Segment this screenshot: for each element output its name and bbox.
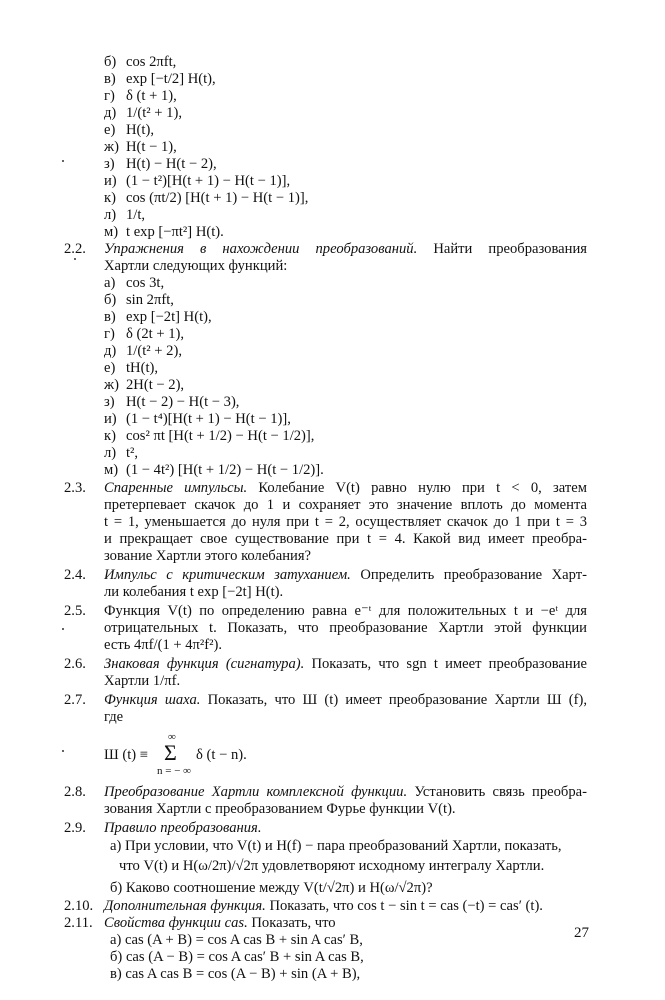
scan-speck: [62, 628, 64, 630]
exercise-title: Импульс с критическим затуханием.: [104, 567, 351, 583]
exercise-text: есть 4πf/(1 + 4π²f²).: [104, 637, 223, 653]
exercise-number: 2.8.: [64, 784, 86, 800]
list-item: ж) 2H(t − 2),: [104, 377, 185, 393]
exercise-text: Упражнения в нахождении преобразований. Найти преобразования: [104, 241, 587, 257]
list-item: б) sin 2πft,: [104, 292, 174, 308]
equation-rhs: δ (t − n).: [196, 747, 247, 763]
list-item: д) 1/(t² + 2),: [104, 343, 182, 359]
list-item: в) cas A cas B = cos (A − B) + sin (A + B),: [110, 966, 361, 982]
exercise-title: Дополнительная функция.: [104, 898, 266, 914]
exercise-title: Спаренные импульсы.: [104, 480, 248, 496]
exercise-text: претерпевает скачок до 1 и сохраняет это значение вплоть до момента: [104, 497, 587, 513]
exercise-number: 2.2.: [64, 241, 86, 257]
list-item: и) (1 − t²)[H(t + 1) − H(t − 1)],: [104, 173, 291, 189]
exercise-text: Дополнительная функция. Показать, что cos t − sin t = cas (−t) = cas′ (t).: [104, 898, 543, 914]
list-item: а) cas (A + B) = cos A cas B + sin A cas′ B,: [110, 932, 363, 948]
exercise-text: зования Хартли с преобразованием Фурье функции V(t).: [104, 801, 456, 817]
exercise-text: Функция шаха. Показать, что Ш (t) имеет преобразование Хартли Ш (f),: [104, 692, 587, 708]
exercise-text: б) Каково соотношение между V(t/√2π) и H(ω/√2π)?: [110, 880, 433, 896]
exercise-title: Упражнения в нахождении преобразований.: [104, 241, 418, 257]
list-item: и) (1 − t⁴)[H(t + 1) − H(t − 1)],: [104, 411, 291, 427]
exercise-number: 2.6.: [64, 656, 86, 672]
equation-lhs: Ш (t) ≡: [104, 747, 149, 763]
list-item: з) H(t) − H(t − 2),: [104, 156, 217, 172]
exercise-number: 2.3.: [64, 480, 86, 496]
exercise-number: 2.4.: [64, 567, 86, 583]
list-item: в) exp [−t/2] H(t),: [104, 71, 216, 87]
exercise-title: Знаковая функция (сигнатура).: [104, 656, 305, 672]
exercise-text: Хартли следующих функций:: [104, 258, 288, 274]
exercise-title: Функция шаха.: [104, 692, 201, 708]
exercise-text: Свойства функции cas. Показать, что: [104, 915, 336, 931]
list-item: б) cas (A − B) = cos A cas′ B + sin A cas B,: [110, 949, 364, 965]
exercise-text: отрицательных t. Показать, что преобразование Хартли этой функции: [104, 620, 587, 636]
exercise-text: и прекращает свое существование при t = 4. Какой вид имеет преобра-: [104, 531, 587, 547]
exercise-text: где: [104, 709, 124, 725]
exercise-text: Функция V(t) по определению равна e⁻ᵗ для положительных t и −eᵗ для: [104, 603, 587, 619]
list-item: г) δ (t + 1),: [104, 88, 177, 104]
scan-speck: [62, 750, 64, 752]
sum-upper-limit: ∞: [168, 731, 176, 743]
exercise-text: t = 1, уменьшается до нуля при t = 2, осуществляет скачок до 1 при t = 3: [104, 514, 587, 530]
exercise-text: Импульс с критическим затуханием. Определить преобразование Харт-: [104, 567, 587, 583]
exercise-title: Правило преобразования.: [104, 820, 262, 836]
page-number: 27: [574, 925, 589, 941]
list-item: м) t exp [−πt²] H(t).: [104, 224, 224, 240]
list-item: е) H(t),: [104, 122, 154, 138]
list-item: к) cos (πt/2) [H(t + 1) − H(t − 1)],: [104, 190, 309, 206]
exercise-text: [104, 820, 261, 837]
list-item: ж) H(t − 1),: [104, 139, 177, 155]
exercise-number: 2.11.: [64, 915, 93, 931]
scan-speck: [62, 160, 64, 162]
exercise-number: 2.7.: [64, 692, 86, 708]
exercise-text: что V(t) и H(ω/2π)/√2π удовлетворяют исходному интегралу Хартли.: [119, 858, 545, 874]
sum-symbol: Σ: [164, 740, 177, 765]
scan-speck: [74, 258, 76, 260]
list-item: з) H(t − 2) − H(t − 3),: [104, 394, 240, 410]
list-item: е) tH(t),: [104, 360, 159, 376]
exercise-text: Спаренные импульсы. Колебание V(t) равно нулю при t < 0, затем: [104, 480, 587, 496]
list-item: а) cos 3t,: [104, 275, 165, 291]
list-item: г) δ (2t + 1),: [104, 326, 185, 342]
list-item: м) (1 − 4t²) [H(t + 1/2) − H(t − 1/2)].: [104, 462, 324, 478]
list-item: д) 1/(t² + 1),: [104, 105, 182, 121]
list-item: б) cos 2πft,: [104, 54, 177, 70]
exercise-text: Преобразование Хартли комплексной функции. Установить связь преобра-: [104, 784, 587, 800]
exercise-text: зование Хартли этого колебания?: [104, 548, 312, 564]
sum-lower-limit: n = − ∞: [157, 765, 191, 777]
exercise-number: 2.9.: [64, 820, 86, 836]
exercise-text: а) При условии, что V(t) и H(f) − пара преобразований Хартли, показать,: [110, 838, 562, 854]
list-item: к) cos² πt [H(t + 1/2) − H(t − 1/2)],: [104, 428, 315, 444]
exercise-text: Хартли 1/πf.: [104, 673, 181, 689]
exercise-number: 2.10.: [64, 898, 94, 914]
list-item: в) exp [−2t] H(t),: [104, 309, 212, 325]
exercise-text: Знаковая функция (сигнатура). Показать, что sgn t имеет преобразование: [104, 656, 588, 672]
list-item: л) t²,: [104, 445, 139, 461]
exercise-number: 2.5.: [64, 603, 86, 619]
exercise-title: Свойства функции cas.: [104, 915, 248, 931]
list-item: л) 1/t,: [104, 207, 146, 223]
exercise-text: ли колебания t exp [−2t] H(t).: [104, 584, 284, 600]
exercise-title: Преобразование Хартли комплексной функции.: [104, 784, 408, 800]
